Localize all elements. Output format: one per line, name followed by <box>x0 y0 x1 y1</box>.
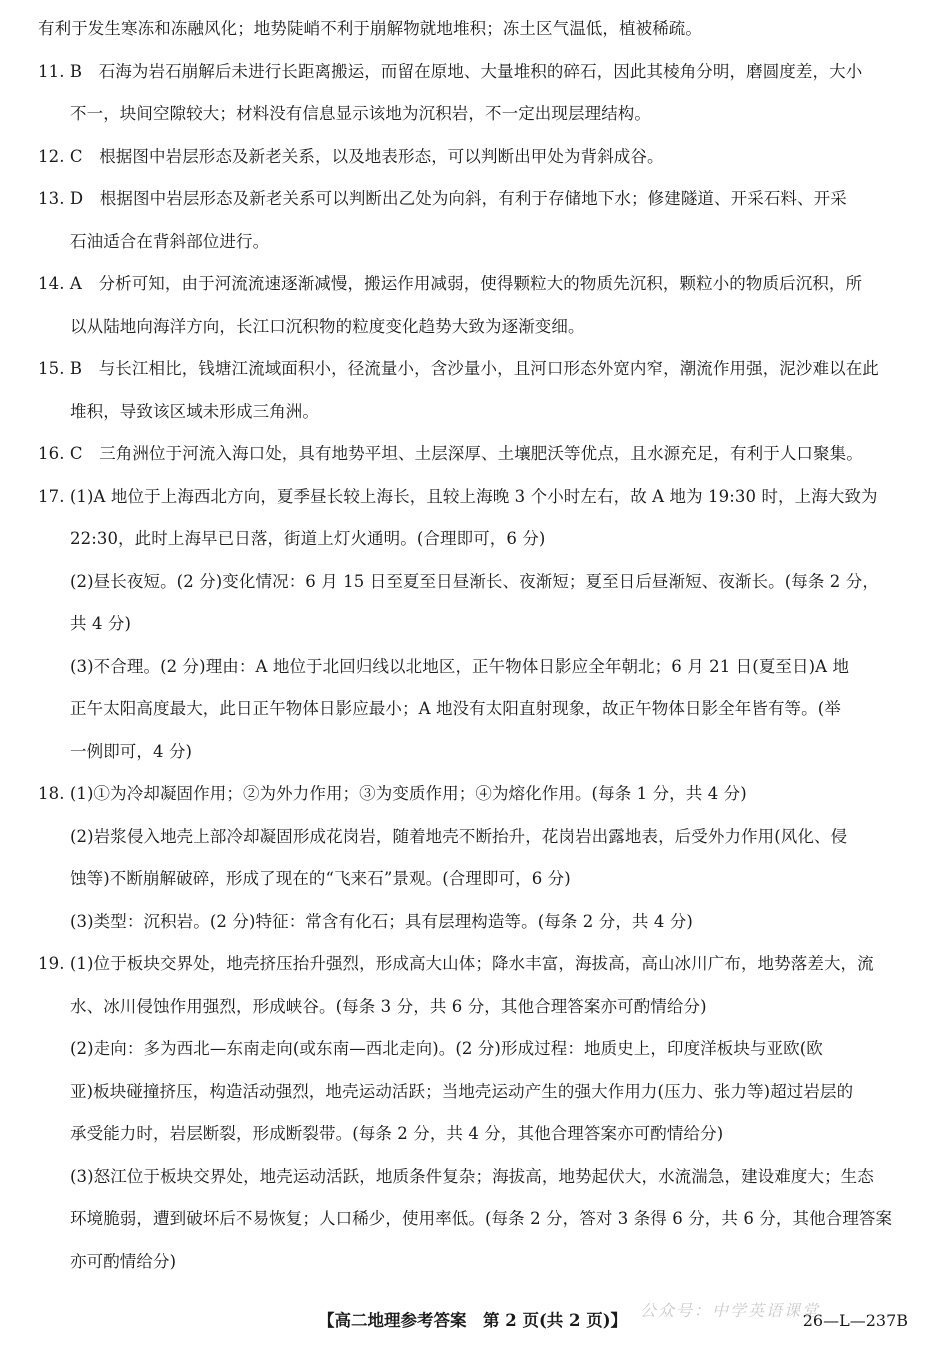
answer-line-q14a: 14. A 分析可知，由于河流流速逐渐减慢，搬运作用减弱，使得颗粒大的物质先沉积，颗粒小的物质后沉积，所 <box>38 274 863 293</box>
answer-line-q19_1a: 19. (1)位于板块交界处，地壳挤压抬升强烈，形成高大山体；降水丰富，海拔高，高山冰川广布，地势落差大，流 <box>38 954 874 973</box>
answer-line-q19_2c: 承受能力时，岩层断裂，形成断裂带。(每条 2 分，共 4 分，其他合理答案亦可酌情给分) <box>70 1124 724 1143</box>
answer-line-q17_1a: 17. (1)A 地位于上海西北方向，夏季昼长较上海长，且较上海晚 3 个小时左右，故 A 地为 19:30 时，上海大致为 <box>38 486 878 506</box>
answer-line-q17_3c: 一例即可，4 分) <box>70 741 193 761</box>
answer-line-l0: 有利于发生寒冻和冻融风化；地势陡峭不利于崩解物就地堆积；冻土区气温低，植被稀疏。 <box>38 19 702 38</box>
footer-code: 26—L—237B <box>802 1311 908 1330</box>
answer-line-q17_2b: 共 4 分) <box>70 614 132 633</box>
answer-line-q15b: 堆积，导致该区域未形成三角洲。 <box>70 401 319 421</box>
answer-line-q19_3c: 亦可酌情给分) <box>70 1251 177 1271</box>
answer-line-q19_2b: 亚)板块碰撞挤压，构造活动强烈，地壳运动活跃；当地壳运动产生的强大作用力(压力、张力等)超过岩层的 <box>70 1081 854 1101</box>
answer-line-q18_1: 18. (1)①为冷却凝固作用；②为外力作用；③为变质作用；④为熔化作用。(每条 1 分，共 4 分) <box>38 784 747 803</box>
answer-line-q17_2a: (2)昼长夜短。(2 分)变化情况：6 月 15 日至夏至日昼渐长、夜渐短；夏至日后昼渐短、夜渐长。(每条 2 分， <box>70 571 879 591</box>
answer-line-q11b: 不一，块间空隙较大；材料没有信息显示该地为沉积岩，不一定出现层理结构。 <box>70 104 651 123</box>
answer-line-q19_3b: 环境脆弱，遭到破坏后不易恢复；人口稀少，使用率低。(每条 2 分，答对 3 条得 6 分，共 6 分，其他合理答案 <box>70 1209 893 1228</box>
answer-line-q15a: 15. B 与长江相比，钱塘江流域面积小，径流量小，含沙量小，且河口形态外宽内窄，潮流作用强，泥沙难以在此 <box>38 359 879 378</box>
answer-line-q14b: 以从陆地向海洋方向，长江口沉积物的粒度变化趋势大致为逐渐变细。 <box>70 316 585 336</box>
answer-line-q18_2b: 蚀等)不断崩解破碎，形成了现在的“飞来石”景观。(合理即可，6 分) <box>70 869 571 888</box>
answer-content <box>38 8 914 1283</box>
answer-line-q19_3a: (3)怒江位于板块交界处，地壳运动活跃，地质条件复杂；海拔高，地势起伏大，水流湍急，建设难度大；生态 <box>70 1166 874 1186</box>
answer-line-q17_1b: 22:30，此时上海早已日落，街道上灯火通明。(合理即可，6 分) <box>70 529 546 548</box>
answer-line-q18_3: (3)类型：沉积岩。(2 分)特征：常含有化石；具有层理构造等。(每条 2 分，共 4 分) <box>70 911 693 931</box>
answer-line-q13b: 石油适合在背斜部位进行。 <box>70 231 270 251</box>
answer-line-q16: 16. C 三角洲位于河流入海口处，具有地势平坦、土层深厚、土壤肥沃等优点，且水源充足，有利于人口聚集。 <box>38 444 863 463</box>
footer-title: 【高二地理参考答案 第 2 页(共 2 页)】 <box>318 1311 628 1330</box>
answer-line-q19_1b: 水、冰川侵蚀作用强烈，形成峡谷。(每条 3 分，共 6 分，其他合理答案亦可酌情给分) <box>70 996 707 1016</box>
answer-line-q18_2a: (2)岩浆侵入地壳上部冷却凝固形成花岗岩，随着地壳不断抬升，花岗岩出露地表，后受外力作用(风化、侵 <box>70 826 848 846</box>
answer-line-q17_3b: 正午太阳高度最大，此日正午物体日影应最小；A 地没有太阳直射现象，故正午物体日影全年皆有等。(举 <box>70 699 841 718</box>
answer-line-q17_3a: (3)不合理。(2 分)理由：A 地位于北回归线以北地区，正午物体日影应全年朝北；6 月 21 日(夏至日)A 地 <box>70 656 850 676</box>
page-footer <box>0 1306 950 1336</box>
answer-line-q19_2a: (2)走向：多为西北—东南走向(或东南—西北走向)。(2 分)形成过程：地质史上，印度洋板块与亚欧(欧 <box>70 1039 823 1058</box>
answer-line-q13a: 13. D 根据图中岩层形态及新老关系可以判断出乙处为向斜，有利于存储地下水；修建隧道、开采石料、开采 <box>38 189 847 208</box>
watermark: 公众号：中学英语课堂 <box>640 1301 821 1320</box>
answer-line-q11a: 11. B 石海为岩石崩解后未进行长距离搬运，而留在原地、大量堆积的碎石，因此其棱角分明，磨圆度差，大小 <box>38 61 863 81</box>
answer-line-q12: 12. C 根据图中岩层形态及新老关系，以及地表形态，可以判断出甲处为背斜成谷。 <box>38 146 664 166</box>
